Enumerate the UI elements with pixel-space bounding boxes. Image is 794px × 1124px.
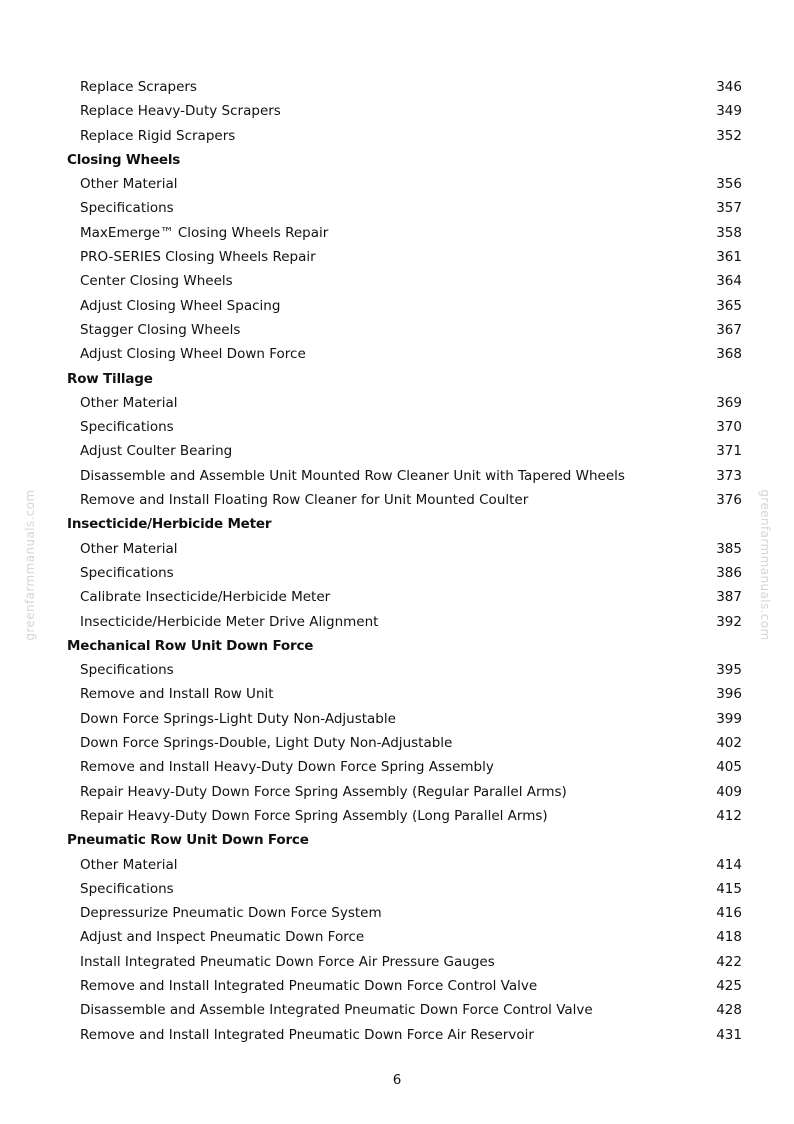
toc-entry[interactable] [67,342,742,366]
toc-entry[interactable] [67,585,742,609]
section-title: Mechanical Row Unit Down Force [67,637,314,654]
entry-title: Adjust and Inspect Pneumatic Down Force [80,929,365,946]
toc-entry[interactable] [67,755,742,779]
entry-title: Center Closing Wheels [80,273,233,290]
entry-title: Specifications [80,662,174,679]
entry-page-number: 414 [716,856,742,873]
entry-page-number: 428 [716,1002,742,1019]
toc-entry[interactable] [67,950,742,974]
toc-entry[interactable] [67,172,742,196]
entry-page-number: 392 [716,613,742,630]
entry-page-number: 425 [716,977,742,994]
entry-page-number: 356 [716,176,742,193]
toc-section-heading [67,828,742,852]
entry-page-number: 431 [716,1026,742,1043]
entry-page-number: 367 [716,321,742,338]
toc-entry[interactable] [67,610,742,634]
entry-title: Calibrate Insecticide/Herbicide Meter [80,589,331,606]
entry-title: Specifications [80,419,174,436]
entry-page-number: 405 [716,759,742,776]
entry-page-number: 402 [716,735,742,752]
entry-title: Remove and Install Integrated Pneumatic Down Force Air Reservoir [80,1026,534,1043]
entry-title: Depressurize Pneumatic Down Force System [80,905,382,922]
entry-page-number: 422 [716,953,742,970]
toc-entry[interactable] [67,731,742,755]
entry-title: Replace Rigid Scrapers [80,127,236,144]
entry-title: PRO-SERIES Closing Wheels Repair [80,249,316,266]
entry-page-number: 387 [716,589,742,606]
toc-entry[interactable] [67,658,742,682]
entry-page-number: 409 [716,783,742,800]
entry-title: Remove and Install Floating Row Cleaner for Unit Mounted Coulter [80,492,529,509]
entry-title: Remove and Install Integrated Pneumatic Down Force Control Valve [80,977,538,994]
entry-title: Remove and Install Heavy-Duty Down Force Spring Assembly [80,759,494,776]
entry-page-number: 357 [716,200,742,217]
entry-title: Adjust Coulter Bearing [80,443,233,460]
entry-page-number: 370 [716,419,742,436]
toc-entry[interactable] [67,537,742,561]
entry-title: Stagger Closing Wheels [80,321,241,338]
entry-page-number: 358 [716,224,742,241]
entry-page-number: 364 [716,273,742,290]
entry-page-number: 365 [716,297,742,314]
entry-title: Replace Heavy-Duty Scrapers [80,103,281,120]
entry-page-number: 416 [716,905,742,922]
entry-title: Replace Scrapers [80,79,197,95]
table-of-contents [67,75,742,1047]
toc-section-heading [67,148,742,172]
toc-section-heading [67,634,742,658]
toc-entry[interactable] [67,998,742,1022]
toc-entry[interactable] [67,196,742,220]
entry-page-number: 349 [716,103,742,120]
entry-page-number: 376 [716,492,742,509]
entry-page-number: 386 [716,564,742,581]
entry-title: Other Material [80,856,178,873]
entry-title: MaxEmerge™ Closing Wheels Repair [80,224,329,241]
toc-entry[interactable] [67,99,742,123]
toc-entry[interactable] [67,75,742,99]
toc-entry[interactable] [67,682,742,706]
section-title: Closing Wheels [67,151,181,168]
toc-entry[interactable] [67,391,742,415]
entry-page-number: 385 [716,540,742,557]
toc-entry[interactable] [67,804,742,828]
entry-page-number: 399 [716,710,742,727]
toc-entry[interactable] [67,1023,742,1047]
entry-title: Adjust Closing Wheel Spacing [80,297,281,314]
entry-title: Down Force Springs-Light Duty Non-Adjustable [80,710,396,727]
entry-page-number: 395 [716,662,742,679]
entry-title: Repair Heavy-Duty Down Force Spring Assembly (Long Parallel Arms) [80,807,548,824]
entry-page-number: 418 [716,929,742,946]
entry-page-number: 371 [716,443,742,460]
entry-title: Disassemble and Assemble Unit Mounted Row Cleaner Unit with Tapered Wheels [80,467,625,484]
entry-page-number: 396 [716,686,742,703]
entry-title: Specifications [80,564,174,581]
entry-page-number: 415 [716,880,742,897]
entry-title: Install Integrated Pneumatic Down Force Air Pressure Gauges [80,953,495,970]
entry-title: Insecticide/Herbicide Meter Drive Alignment [80,613,379,630]
toc-entry[interactable] [67,415,742,439]
toc-entry[interactable] [67,901,742,925]
entry-page-number: 361 [716,249,742,266]
watermark-right: greenfarmmanuals.com [758,489,772,641]
entry-title: Other Material [80,540,178,557]
section-title: Row Tillage [67,370,153,387]
toc-entry[interactable] [67,245,742,269]
toc-entry[interactable] [67,464,742,488]
entry-page-number: 346 [716,79,742,95]
watermark-left: greenfarmmanuals.com [23,489,37,641]
toc-entry[interactable] [67,124,742,148]
entry-title: Adjust Closing Wheel Down Force [80,346,306,363]
toc-entry[interactable] [67,488,742,512]
entry-title: Down Force Springs-Double, Light Duty Non-Adjustable [80,735,453,752]
toc-entry[interactable] [67,974,742,998]
section-title: Insecticide/Herbicide Meter [67,516,272,533]
entry-page-number: 369 [716,394,742,411]
toc-entry[interactable] [67,853,742,877]
toc-entry[interactable] [67,877,742,901]
toc-section-heading [67,512,742,536]
entry-title: Disassemble and Assemble Integrated Pneumatic Down Force Control Valve [80,1002,593,1019]
toc-entry[interactable] [67,294,742,318]
toc-section-heading [67,367,742,391]
toc-entry[interactable] [67,561,742,585]
entry-page-number: 412 [716,807,742,824]
entry-page-number: 352 [716,127,742,144]
entry-title: Specifications [80,880,174,897]
toc-entry[interactable] [67,221,742,245]
toc-entry[interactable] [67,439,742,463]
entry-title: Specifications [80,200,174,217]
toc-entry[interactable] [67,318,742,342]
toc-entry[interactable] [67,780,742,804]
entry-title: Other Material [80,176,178,193]
page-number: 6 [392,1072,402,1088]
entry-title: Other Material [80,394,178,411]
toc-entry[interactable] [67,269,742,293]
entry-title: Repair Heavy-Duty Down Force Spring Assembly (Regular Parallel Arms) [80,783,567,800]
entry-page-number: 368 [716,346,742,363]
section-title: Pneumatic Row Unit Down Force [67,832,309,849]
toc-entry[interactable] [67,707,742,731]
entry-title: Remove and Install Row Unit [80,686,274,703]
entry-page-number: 373 [716,467,742,484]
toc-entry[interactable] [67,925,742,949]
